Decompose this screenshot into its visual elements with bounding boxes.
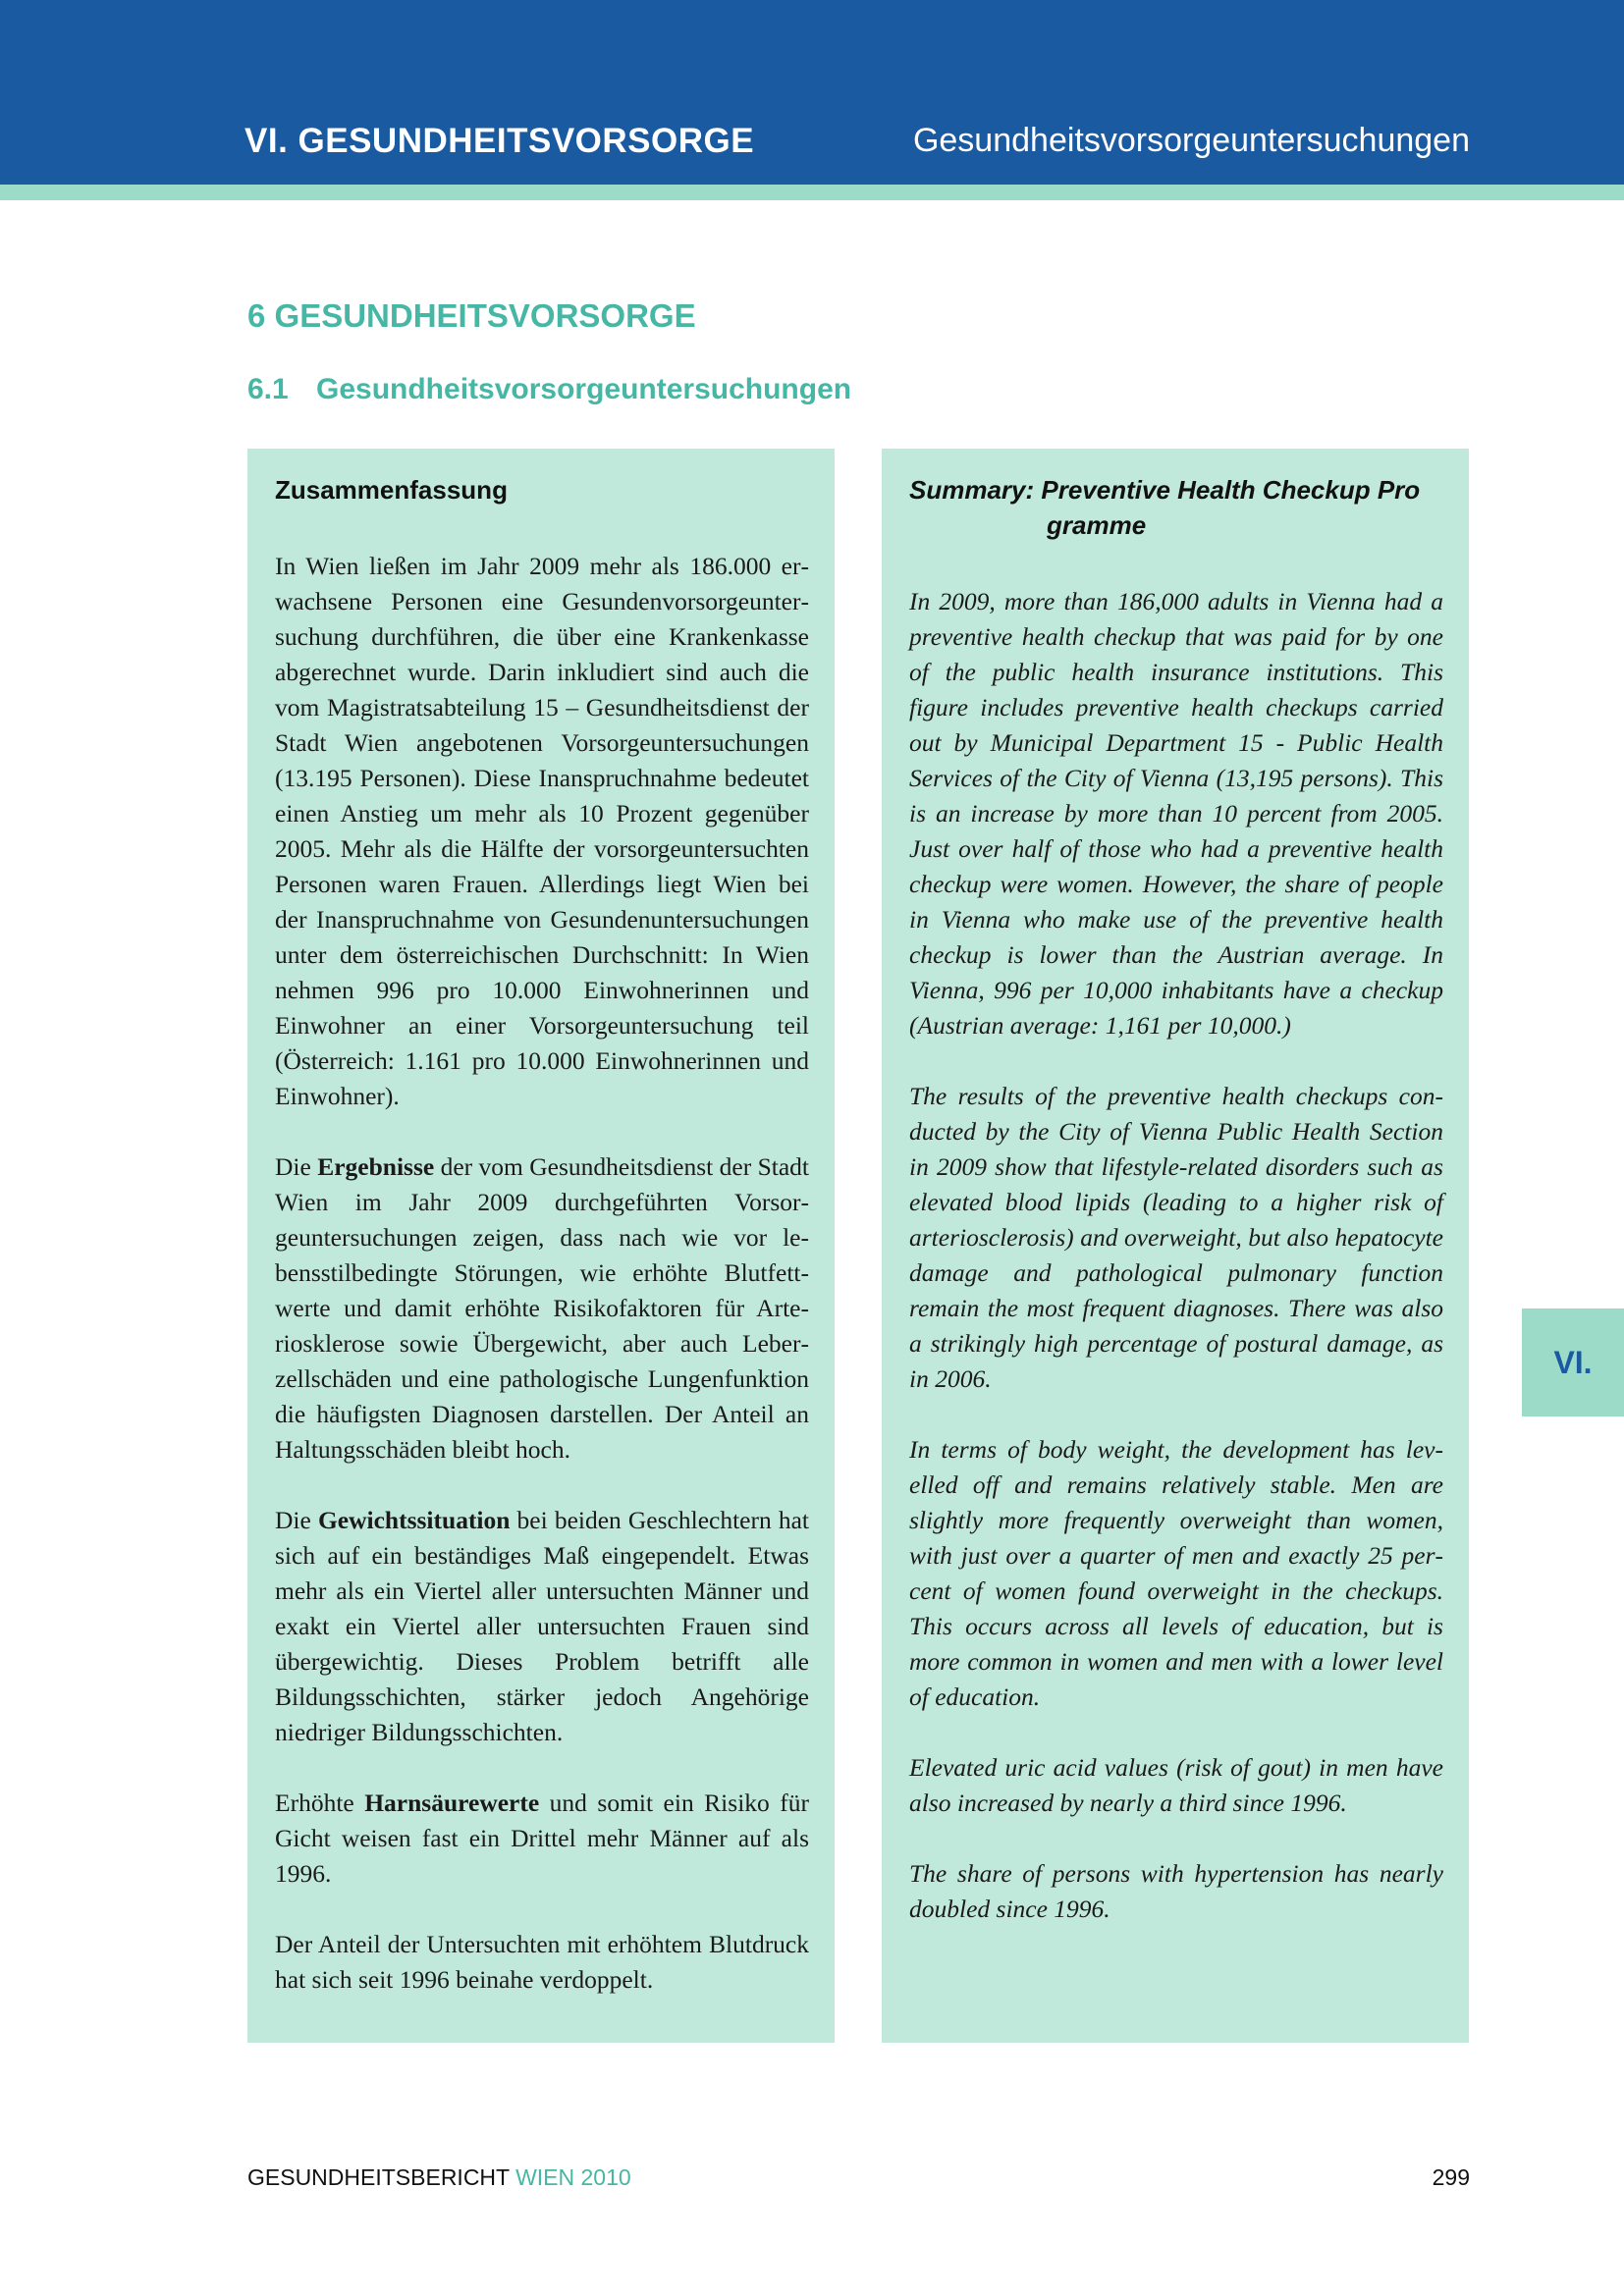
summary-german-title: Zusammenfassung — [275, 475, 508, 505]
chapter-side-tab: VI. — [1522, 1308, 1624, 1416]
paragraph-text: Die — [275, 1506, 318, 1534]
summary-german-box — [247, 449, 835, 2043]
summary-english-title-line: Summary: Preventive Health Checkup Pro — [909, 475, 1421, 505]
summary-english-paragraph: The results of the preventive health checkups conducted by the City of Vienna Public Health Section in 2009 show that lifestyle-related disorders such as elevated blood lipids (leading to a higher risk of arteriosclerosis) and overweight, but also hepatocyte damage and pathological pulmonary function remain the most frequent diagnoses. There was also a strikingly high percentage of postural damage, as in 2006. — [909, 1082, 1443, 1393]
bold-keyword: Gewichtssituation — [317, 1506, 511, 1534]
section-number: 6.1 — [247, 373, 289, 405]
bold-keyword: Ergebnisse — [317, 1152, 435, 1181]
summary-german-paragraph: Der Anteil der Untersuchten mit erhöhtem Blutdruck hat sich seit 1996 beinahe verdoppelt. — [275, 1930, 809, 1994]
paragraph-text: Die — [275, 1152, 318, 1181]
header-chapter-title: VI. GESUNDHEITSVORSORGE — [244, 122, 755, 160]
summary-german-paragraph — [275, 1149, 809, 1468]
header-section-title: Gesundheitsvorsorgeuntersuchungen — [912, 122, 1470, 159]
summary-english-paragraph: In terms of body weight, the development has levelled off and remains relatively stable. Men are slightly more frequently overweight than women, with just over a quarter of men and exactly 25 percent of women found overweight in the checkups. This occurs across all levels of education, but is more common in women and men with a lower level of education. — [909, 1435, 1443, 1711]
summary-german-paragraph: In Wien ließen im Jahr 2009 mehr als 186.000 erwachsene Personen eine Gesundenvorsorgeuntersuchung durchführen, die über eine Krankenkasse abgerechnet wurde. Darin inkludiert sind auch die vom Magistratsabteilung 15 – Gesundheitsdienst der Stadt Wien angebotenen Vorsorgeuntersuchungen (13.195 Personen). Diese Inanspruchnahme bedeutet einen Anstieg um mehr als 10 Prozent gegenüber 2005. Mehr als die Hälfte der vorsorgeuntersuchten Personen waren Frauen. Allerdings liegt Wien bei der Inanspruchnahme von Gesundenuntersuchungen unter dem österreichischen Durchschnitt: In Wien nehmen 996 pro 10.000 Einwohnerinnen und Einwohner an einer Vorsorgeuntersuchung teil (Österreich: 1.161 pro 10.000 Einwohnerinnen und Einwohner). — [275, 552, 809, 1110]
footer-publication-name: GESUNDHEITSBERICHT — [247, 2164, 510, 2190]
summary-english-paragraph: Elevated uric acid values (risk of gout) in men have also increased by nearly a third since 1996. — [909, 1753, 1443, 1817]
summary-german-paragraph — [275, 1786, 809, 1892]
footer-publication — [247, 2164, 631, 2191]
paragraph-text: bei beiden Geschlechtern hat sich auf ein beständiges Maß eingependelt. Etwas mehr als ein Viertel aller untersuchten Männer und exakt ein Viertel aller untersuchten Frauen sind übergewichtig. Dieses Problem betrifft alle Bildungsschichten, stärker jedoch Angehörige niedriger Bildungsschichten. — [275, 1506, 809, 1746]
page-number: 299 — [1432, 2164, 1470, 2190]
summary-english-box — [882, 449, 1469, 2043]
footer-publication-year: WIEN 2010 — [515, 2164, 631, 2190]
summary-english-title-line: gramme — [1047, 510, 1147, 540]
paragraph-text: und somit ein Risiko für Gicht weisen fast ein Drittel mehr Männer auf als 1996. — [275, 1789, 809, 1888]
paragraph-text: der vom Gesundheitsdienst der Stadt Wien im Jahr 2009 durchgeführten Vorsorgeuntersuchungen zeigen, dass nach wie vor lebensstilbedingte Störungen, wie erhöhte Blutfettwerte und damit erhöhte Risikofaktoren für Arteriosklerose sowie Übergewicht, aber auch Leberzellschäden und eine pathologische Lungenfunktion die häufigsten Diagnosen darstellen. Der Anteil an Haltungsschäden bleibt hoch. — [275, 1152, 809, 1464]
summary-german-paragraph — [275, 1503, 809, 1750]
header-stripe — [0, 185, 1624, 200]
bold-keyword: Harnsäurewerte — [364, 1789, 540, 1817]
paragraph-text: Erhöhte — [275, 1789, 365, 1817]
section-heading — [247, 373, 851, 406]
section-title: Gesundheitsvorsorgeuntersuchungen — [316, 373, 852, 405]
summary-english-paragraph: The share of persons with hypertension has nearly doubled since 1996. — [909, 1859, 1443, 1923]
summary-english-paragraph: In 2009, more than 186,000 adults in Vienna had a preventive health checkup that was paid for by one of the public health insurance institutions. This figure includes preventive health checkups carried out by Municipal Department 15 - Public Health Services of the City of Vienna (13,195 persons). This is an increase by more than 10 percent from 2005. Just over half of those who had a preventive health checkup were women. However, the share of people in Vienna who make use of the preventive health checkup is lower than the Austrian average. In Vienna, 996 per 10,000 inhabitants have a checkup (Austrian average: 1,161 per 10,000.) — [909, 587, 1443, 1040]
summary-english-title — [909, 472, 1443, 543]
page-title: 6 GESUNDHEITSVORSORGE — [247, 297, 696, 334]
